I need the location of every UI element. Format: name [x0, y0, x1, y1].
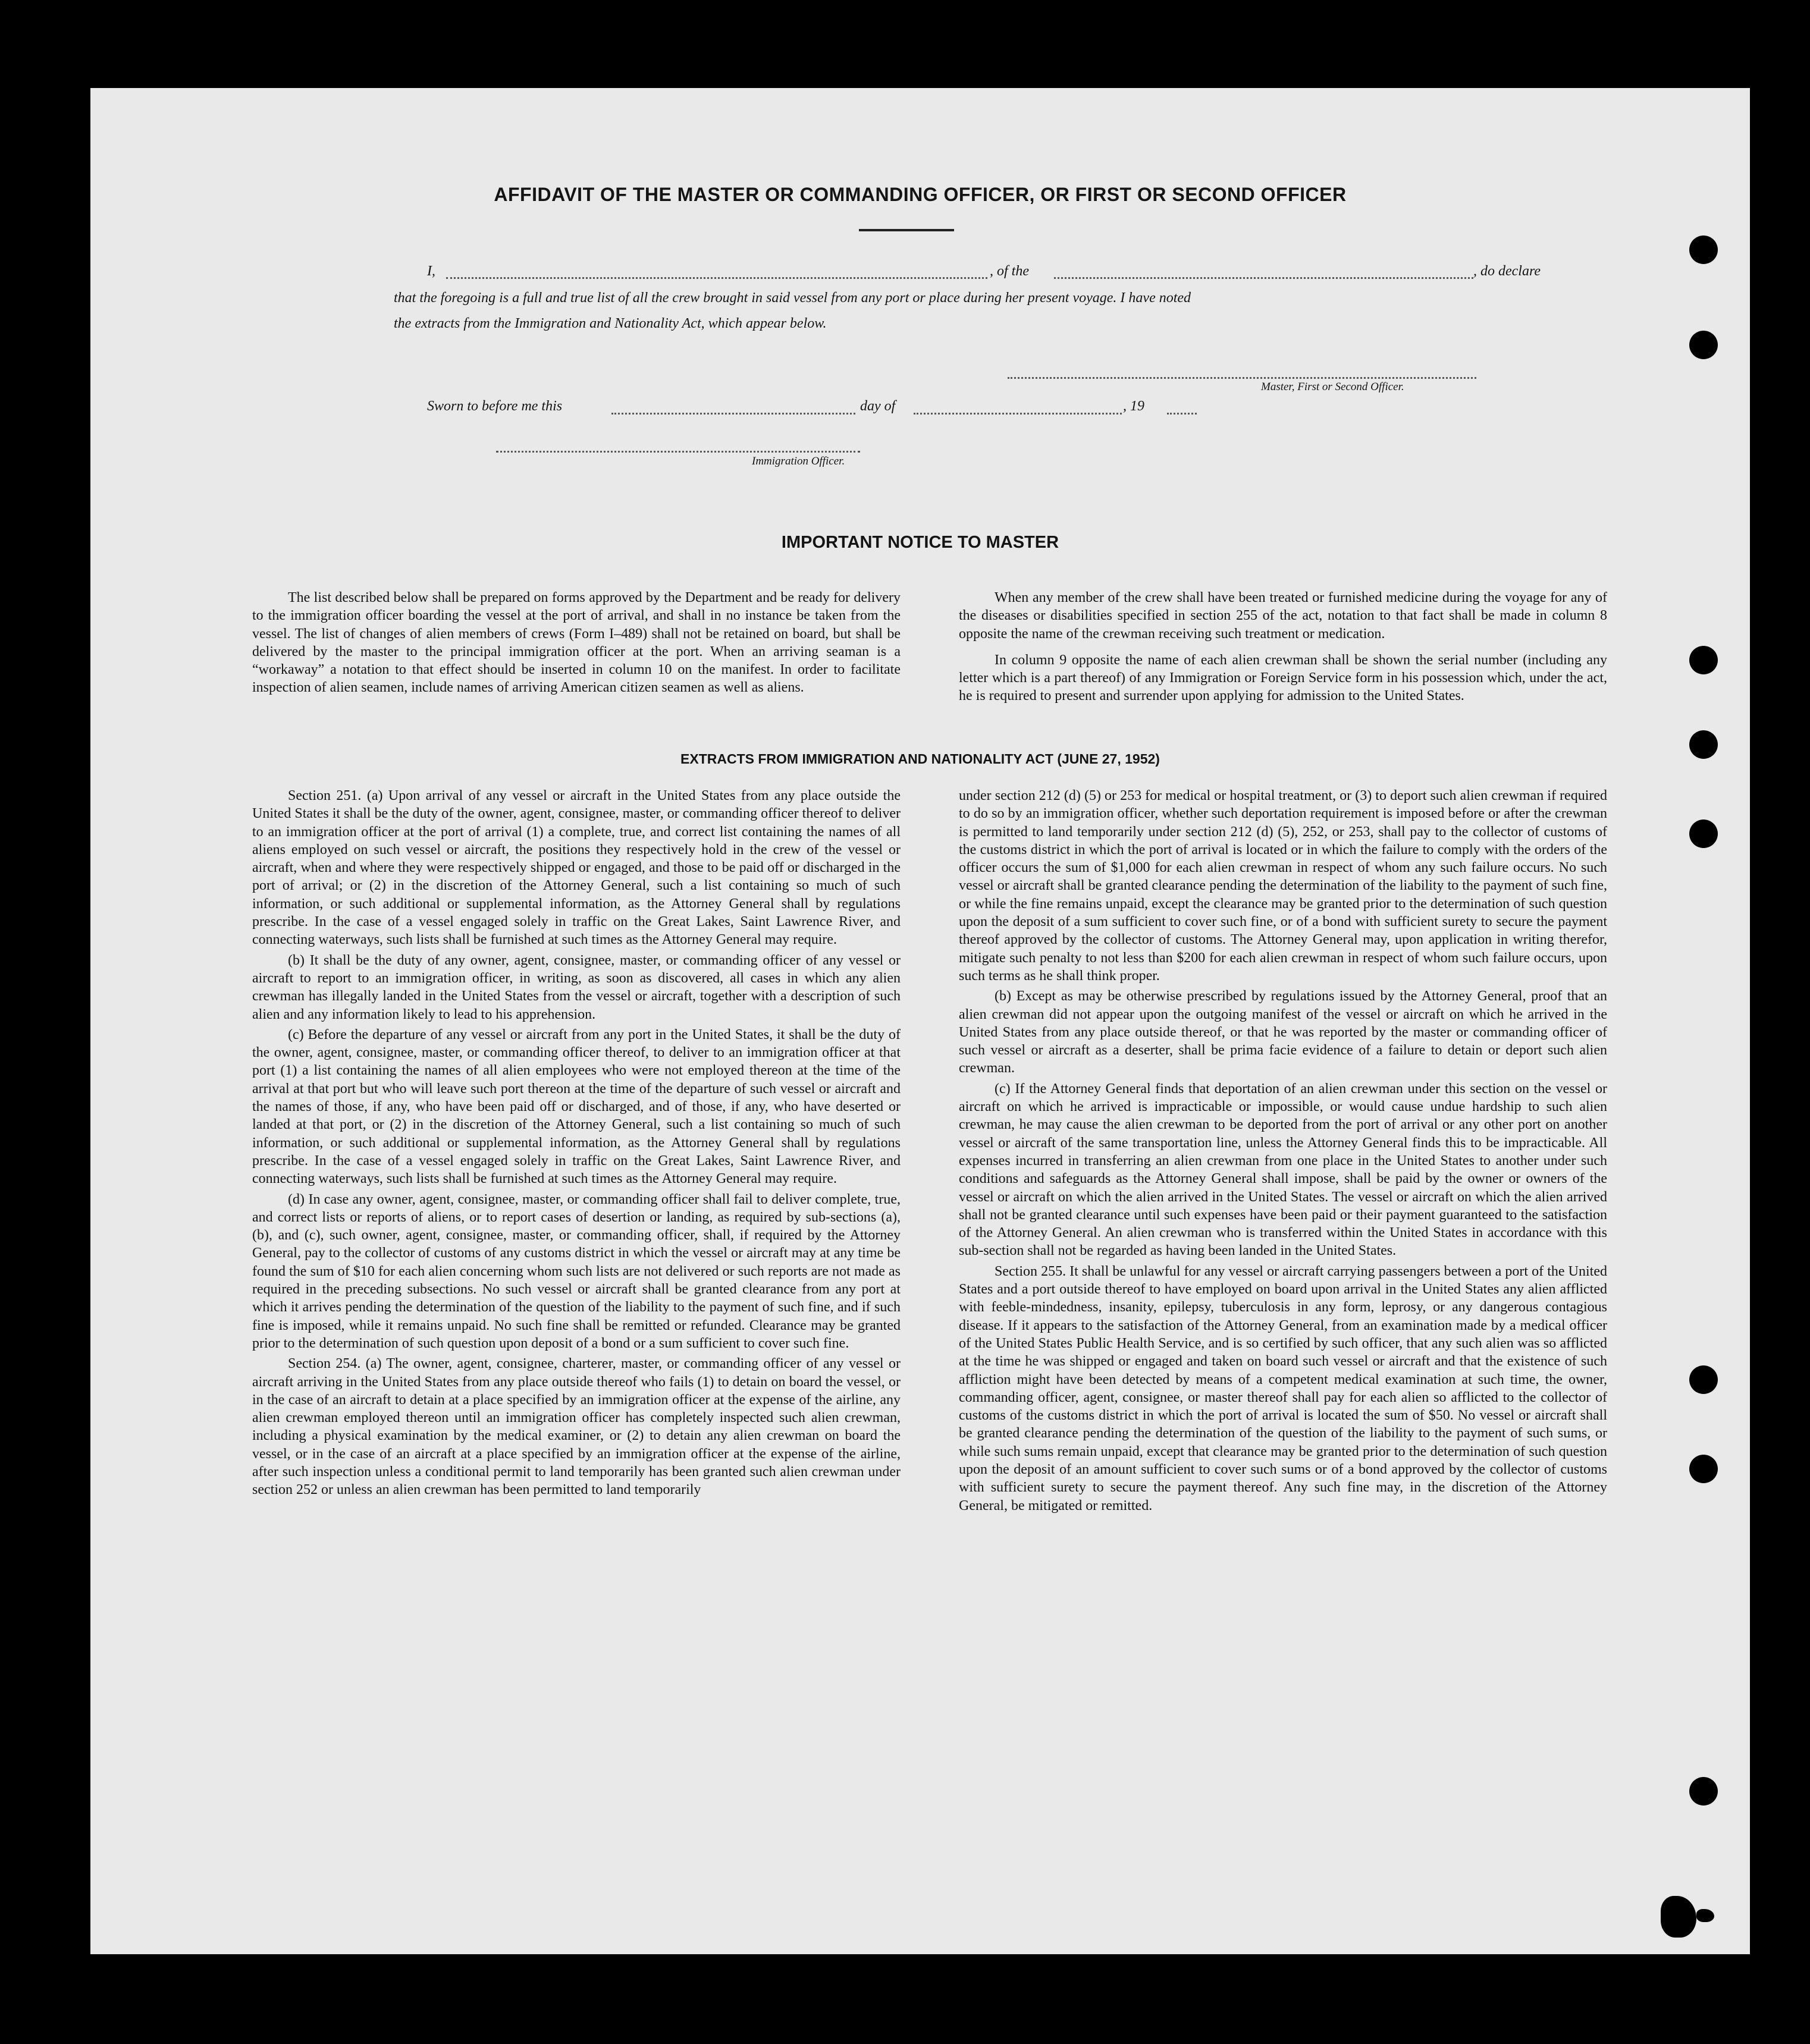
extracts-left-column [252, 787, 901, 1499]
binder-hole-6 [1689, 1365, 1718, 1394]
master-signature-caption: Master, First or Second Officer. [1261, 381, 1404, 393]
notice-paragraph: In column 9 opposite the name of each alien crewman shall be shown the serial number (including any letter which is a part thereof) of any Immigration or Foreign Service form in his possession which, under the act, he is required to present and surrender upon applying for admission to the United States. [959, 652, 1607, 704]
immigration-officer-caption: Immigration Officer. [752, 455, 845, 467]
binder-hole-3 [1689, 646, 1718, 674]
sworn-month-field[interactable] [914, 413, 1122, 415]
of-the-label: , of the [990, 263, 1029, 279]
declaration-line-2: that the foregoing is a full and true list of all the crew brought in said vessel from any port or place during her present voyage. I have noted [394, 290, 1191, 306]
extracts-right-column [959, 787, 1607, 1515]
section-paragraph: Section 251. (a) Upon arrival of any vessel or aircraft in the United States from any place outside the United States it shall be the duty of the owner, agent, consignee, master, or commanding officer thereof to deliver to an immigration officer at the port of arrival (1) a complete, true, and correct list containing the names of all aliens employed on such vessel or aircraft, the positions they respectively hold in the crew of the vessel or aircraft, when and where they were respectively shipped or engaged, and those to be paid off or discharged in the port of arrival; or (2) in the discretion of the Attorney General, such a list containing so much of such information, or such additional or supplemental information, as the Attorney General shall by regulations prescribe. In the case of a vessel engaged solely in traffic on the Great Lakes, Saint Lawrence River, and connecting waterways, such lists shall be furnished at such times as the Attorney General may require. [252, 788, 901, 948]
notice-left-column [252, 589, 901, 697]
immigration-officer-signature-line[interactable] [496, 451, 860, 453]
section-paragraph: (b) Except as may be otherwise prescribed by regulations issued by the Attorney General, proof that an alien crewman did not appear upon the outgoing manifest of the vessel or aircraft on which he arrived in the United States from any place outside thereof, or that he was reported by the master or commanding officer of such vessel or aircraft as a deserter, shall be prima facie evidence of a failure to detain or deport such alien crewman. [959, 988, 1607, 1076]
affidavit-title: AFFIDAVIT OF THE MASTER OR COMMANDING OFFICER, OR FIRST OR SECOND OFFICER [494, 184, 1347, 205]
master-signature-line[interactable] [1008, 377, 1476, 379]
declaration-line-3: the extracts from the Immigration and Nationality Act, which appear below. [394, 316, 827, 331]
document-page [90, 88, 1750, 1954]
day-of-label: day of [860, 398, 896, 414]
notice-title: IMPORTANT NOTICE TO MASTER [781, 533, 1059, 552]
notice-paragraph: When any member of the crew shall have been treated or furnished medicine during the voyage for any of the diseases or disabilities specified in section 255 of the act, notation to that fact shall be made in column 8 opposite the name of the crewman receiving such treatment or medication. [959, 590, 1607, 642]
ink-stain [1661, 1896, 1696, 1938]
section-paragraph: under section 212 (d) (5) or 253 for medical or hospital treatment, or (3) to deport such alien crewman if required to do so by an immigration officer, whether such deportation requirement is imposed before or after the crewman is permitted to land temporarily under section 212 (d) (5), 252, or 253, shall pay to the collector of customs of the customs district in which the port of arrival is located or in which the failure to comply with the orders of the officer occurs the sum of $1,000 for each alien crewman in respect of whom any such failure occurs. No such vessel or aircraft shall be granted clearance pending the determination of the liability to the payment of such fine, or while the fine remains unpaid, except the clearance may be granted prior to the determination of such question upon the deposit of a sum sufficient to cover such fine, or of a bond with sufficient surety to secure the payment thereof approved by the collector of customs. The Attorney General may, upon application in writing therefor, mitigate such penalty to not less than $200 for each alien crewman in respect of whom such failure occurs, upon such terms as he shall think proper. [959, 788, 1607, 984]
binder-hole-5 [1689, 820, 1718, 848]
binder-hole-2 [1689, 331, 1718, 359]
declarant-name-field[interactable] [446, 277, 987, 279]
ink-stain [1696, 1909, 1714, 1922]
section-paragraph: (c) Before the departure of any vessel or aircraft from any port in the United States, it shall be the duty of the owner, agent, consignee, master, or commanding officer thereof, to deliver to an immigration officer at that port (1) a list containing the names of all alien employees who were not employed thereon at the time of the arrival at that port but who will leave such port thereon at the time of the departure of such vessel or aircraft and the names of those, if any, who have been paid off or discharged, and of those, if any, who have deserted or landed at that port, or (2) in the discretion of the Attorney General, such a list containing so much of such information, or such additional or supplemental information, as the Attorney General shall by regulations prescribe. In the case of a vessel engaged solely in traffic on the Great Lakes, Saint Lawrence River, and connecting waterways, such lists shall be furnished at such times as the Attorney General may require. [252, 1026, 901, 1187]
sworn-label: Sworn to before me this [427, 398, 563, 414]
binder-hole-8 [1689, 1777, 1718, 1806]
year-label: , 19 [1123, 398, 1144, 414]
section-paragraph: Section 254. (a) The owner, agent, consignee, charterer, master, or commanding officer of any vessel or aircraft arriving in the United States from any place outside thereof who fails (1) to detain on board the vessel, or in the case of an aircraft to detain at a place specified by an immigration officer at the expense of the airline, any alien crewman employed thereon until an immigration officer has completely inspected such alien crewman, including a physical examination by the medical examiner, or (2) to detain any alien crewman on board the vessel, or in the case of an aircraft at a place specified by an immigration officer at the expense of the airline, after such inspection unless a conditional permit to land temporarily has been granted such alien crewman under section 252 or unless an alien crewman has been permitted to land temporarily [252, 1356, 901, 1498]
section-paragraph: (d) In case any owner, agent, consignee, master, or commanding officer shall fail to deliver complete, true, and correct lists or reports of aliens, or to report cases of desertion or landing, as required by sub-sections (a), (b), and (c), such owner, agent, consignee, master, or commanding officer, shall, if required by the Attorney General, pay to the collector of customs of any customs district in which the vessel or aircraft may at any time be found the sum of $10 for each alien concerning whom such lists are not delivered or such reports are not made as required in the preceding subsections. No such vessel or aircraft shall be granted clearance from any port at which it arrives pending the determination of the question of the liability to the payment of such fine, and if such fine is imposed, while it remains unpaid. No such fine shall be remitted or refunded. Clearance may be granted prior to the determination of such question upon deposit of a bond or a sum sufficient to cover such fine. [252, 1191, 901, 1351]
section-paragraph: Section 255. It shall be unlawful for any vessel or aircraft carrying passengers between a port of the United States and a port outside thereof to have employed on board upon arrival in the United States any alien afflicted with feeble-mindedness, insanity, epilepsy, tuberculosis in any form, leprosy, or any dangerous contagious disease. If it appears to the satisfaction of the Attorney General, from an examination made by a medical officer of the United States Public Health Service, and is so certified by such officer, that any such alien was so afflicted at the time he was shipped or engaged and taken on board such vessel or aircraft and that the existence of such affliction might have been detected by means of a competent medical examination at such time, the owner, commanding officer, agent, consignee, or master thereof shall pay for each alien so afflicted to the collector of customs of the customs district in which the port of arrival is located the sum of $50. No vessel or aircraft shall be granted clearance pending the determination of the question of the liability to the payment of such sums, or while such sums remain unpaid, except that clearance may be granted prior to the determination of such question upon the deposit of an amount sufficient to cover such sums or of a bond approved by the collector of customs with sufficient surety to secure the payment thereof. Any such fine may, in the discretion of the Attorney General, be mitigated or remitted. [959, 1263, 1607, 1514]
binder-hole-7 [1689, 1455, 1718, 1483]
title-rule [859, 229, 954, 231]
notice-right-column [959, 589, 1607, 705]
declarant-prefix: I, [427, 263, 435, 279]
notice-paragraph: The list described below shall be prepared on forms approved by the Department and be ready for delivery to the immigration officer boarding the vessel at the port of arrival, and shall in no instance be taken from the vessel. The list of changes of alien members of crews (Form I–489) shall not be retained on board, but shall be delivered by the master to the principal immigration officer at the port. When an arriving seaman is a “workaway” a notation to that effect should be inserted in column 10 on the manifest. In order to facilitate inspection of alien seamen, include names of arriving American citizen seamen as well as aliens. [252, 590, 901, 696]
sworn-year-field[interactable] [1167, 413, 1197, 415]
do-declare-label: , do declare [1473, 263, 1541, 279]
section-paragraph: (c) If the Attorney General finds that deportation of an alien crewman under this section on the vessel or aircraft on which he arrived is impracticable or impossible, or would cause undue hardship to such alien crewman, he may cause the alien crewman to be deported from the port of arrival or any other port on another vessel or aircraft of the same transportation line, unless the Attorney General finds this to be impracticable. All expenses incurred in transferring an alien crewman from one place in the United States to another under such conditions and safeguards as the Attorney General shall impose, shall be paid by the owner or owners of the vessel or aircraft on which the alien arrived in the United States. The vessel or aircraft on which the alien arrived shall not be granted clearance until such expenses have been paid or their payment guaranteed to the satisfaction of the Attorney General. An alien crewman who is transferred within the United States in accordance with this sub-section shall not be regarded as having been landed in the United States. [959, 1081, 1607, 1259]
section-paragraph: (b) It shall be the duty of any owner, agent, consignee, master, or commanding officer of any vessel or aircraft to report to an immigration officer, in writing, as soon as discovered, all cases in which any alien crewman has illegally landed in the United States from the vessel or aircraft, together with a description of such alien and any information likely to lead to his apprehension. [252, 952, 901, 1022]
sworn-date-field[interactable] [611, 413, 855, 415]
binder-hole-1 [1689, 236, 1718, 264]
extracts-title: EXTRACTS FROM IMMIGRATION AND NATIONALITY ACT (JUNE 27, 1952) [680, 751, 1160, 767]
vessel-name-field[interactable] [1054, 277, 1473, 279]
